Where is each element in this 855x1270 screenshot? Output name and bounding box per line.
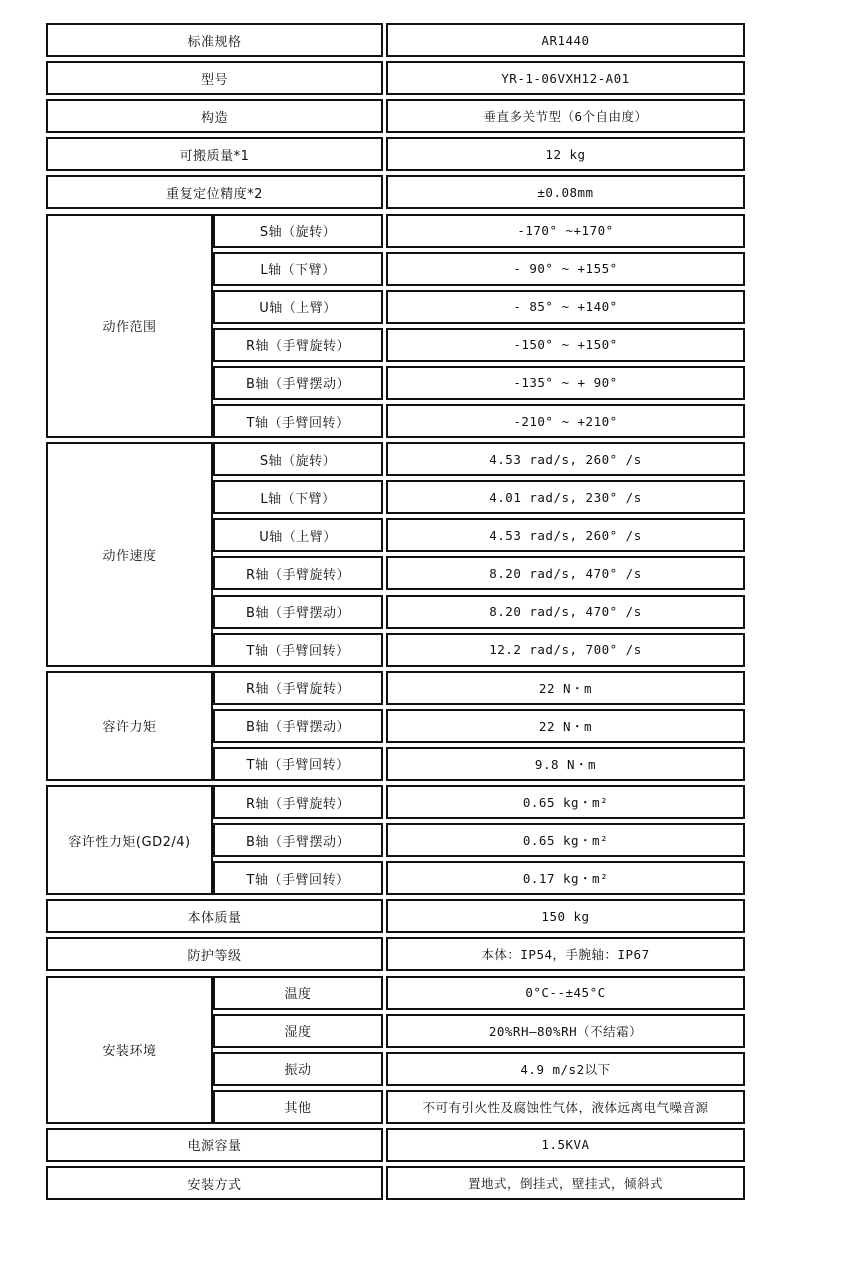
sub-label: U轴（上臂） xyxy=(213,518,383,552)
sub-label: L轴（下臂） xyxy=(213,252,383,286)
spec-value: 不可有引火性及腐蚀性气体，液体远离电气噪音源 xyxy=(386,1090,745,1124)
sub-label: T轴（手臂回转） xyxy=(213,633,383,667)
group-label: 动作速度 xyxy=(46,442,213,667)
spec-value: 4.01 rad/s, 230° /s xyxy=(386,480,745,514)
spec-value: 4.9 m/s2以下 xyxy=(386,1052,745,1086)
sub-label: B轴（手臂摆动） xyxy=(213,366,383,400)
spec-label: 本体质量 xyxy=(46,899,383,933)
spec-value: YR-1-06VXH12-A01 xyxy=(386,61,745,95)
spec-value: 垂直多关节型（6个自由度） xyxy=(386,99,745,133)
spec-value: -170° ~+170° xyxy=(386,214,745,248)
spec-value: 12.2 rad/s, 700° /s xyxy=(386,633,745,667)
group-label: 容许力矩 xyxy=(46,671,213,781)
spec-value: 置地式，倒挂式，壁挂式，倾斜式 xyxy=(386,1166,745,1200)
spec-label: 型号 xyxy=(46,61,383,95)
spec-label: 可搬质量*1 xyxy=(46,137,383,171)
spec-value: 0.17 kg・m² xyxy=(386,861,745,895)
spec-value: 4.53 rad/s, 260° /s xyxy=(386,442,745,476)
spec-label: 防护等级 xyxy=(46,937,383,971)
group-label: 安装环境 xyxy=(46,976,213,1124)
spec-value: 4.53 rad/s, 260° /s xyxy=(386,518,745,552)
spec-value: AR1440 xyxy=(386,23,745,57)
sub-label: B轴（手臂摆动） xyxy=(213,595,383,629)
spec-label: 标准规格 xyxy=(46,23,383,57)
sub-label: T轴（手臂回转） xyxy=(213,747,383,781)
sub-label: R轴（手臂旋转） xyxy=(213,785,383,819)
spec-value: 0.65 kg・m² xyxy=(386,823,745,857)
spec-label: 构造 xyxy=(46,99,383,133)
group-label: 容许性力矩(GD2/4) xyxy=(46,785,213,895)
spec-value: 8.20 rad/s, 470° /s xyxy=(386,556,745,590)
sub-label: S轴（旋转） xyxy=(213,214,383,248)
spec-value: 12 kg xyxy=(386,137,745,171)
sub-label: B轴（手臂摆动） xyxy=(213,709,383,743)
sub-label: R轴（手臂旋转） xyxy=(213,556,383,590)
sub-label: R轴（手臂旋转） xyxy=(213,671,383,705)
spec-value: - 85° ~ +140° xyxy=(386,290,745,324)
spec-value: 8.20 rad/s, 470° /s xyxy=(386,595,745,629)
sub-label: L轴（下臂） xyxy=(213,480,383,514)
spec-value: 1.5KVA xyxy=(386,1128,745,1162)
spec-label: 重复定位精度*2 xyxy=(46,175,383,209)
sub-label: U轴（上臂） xyxy=(213,290,383,324)
spec-value: 22 N・m xyxy=(386,671,745,705)
spec-value: -210° ~ +210° xyxy=(386,404,745,438)
spec-value: 22 N・m xyxy=(386,709,745,743)
sub-label: T轴（手臂回转） xyxy=(213,861,383,895)
spec-value: ±0.08mm xyxy=(386,175,745,209)
spec-value: -135° ~ + 90° xyxy=(386,366,745,400)
spec-label: 电源容量 xyxy=(46,1128,383,1162)
sub-label: 振动 xyxy=(213,1052,383,1086)
spec-value: 150 kg xyxy=(386,899,745,933)
spec-value: 0°C--±45°C xyxy=(386,976,745,1010)
spec-value: - 90° ~ +155° xyxy=(386,252,745,286)
spec-value: -150° ~ +150° xyxy=(386,328,745,362)
spec-value: 0.65 kg・m² xyxy=(386,785,745,819)
sub-label: 其他 xyxy=(213,1090,383,1124)
sub-label: R轴（手臂旋转） xyxy=(213,328,383,362)
spec-label: 安装方式 xyxy=(46,1166,383,1200)
sub-label: B轴（手臂摆动） xyxy=(213,823,383,857)
spec-value: 9.8 N・m xyxy=(386,747,745,781)
sub-label: S轴（旋转） xyxy=(213,442,383,476)
spec-value: 20%RH—80%RH（不结霜） xyxy=(386,1014,745,1048)
sub-label: 湿度 xyxy=(213,1014,383,1048)
group-label: 动作范围 xyxy=(46,214,213,439)
sub-label: T轴（手臂回转） xyxy=(213,404,383,438)
spec-value: 本体：IP54，手腕轴：IP67 xyxy=(386,937,745,971)
sub-label: 温度 xyxy=(213,976,383,1010)
